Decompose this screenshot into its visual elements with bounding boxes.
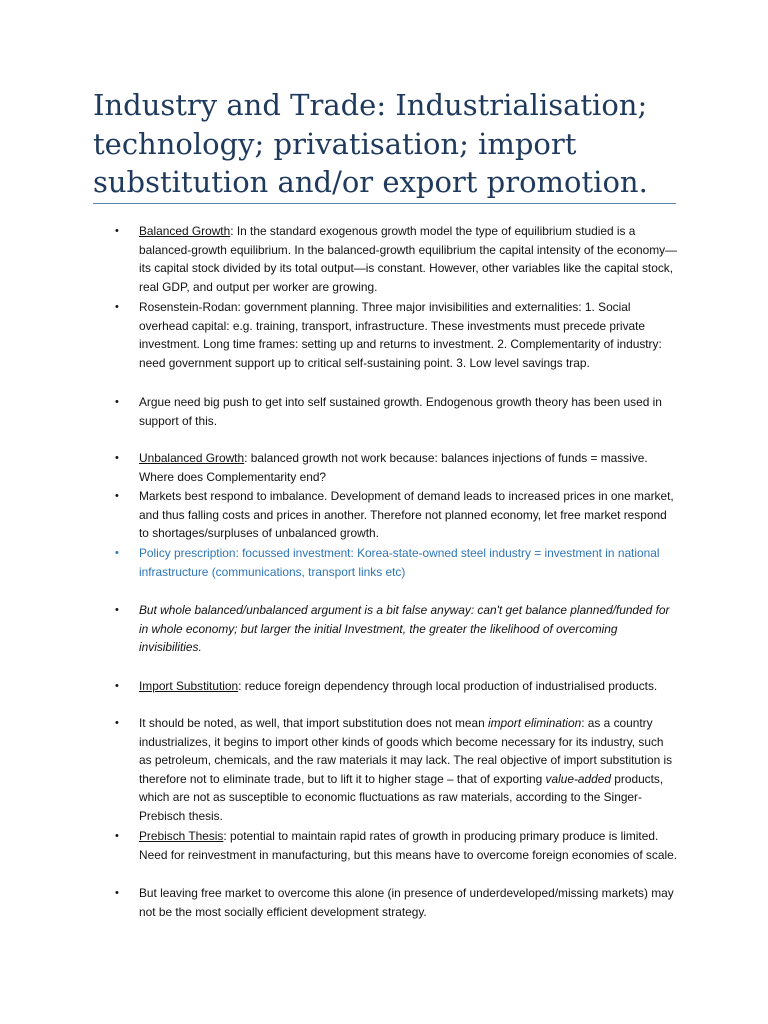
bullet-icon: •: [115, 717, 119, 729]
list-item-import-elimination: • It should be noted, as well, that import substitution does not mean import elimination: as a country industrializes, it begins to import other kinds of goods which become necessary for its industry, such as petroleum, chemicals, and the raw materials it may lack. The real objective of import substitution is therefore not to eliminate trade, but to lift it to higher stage – that of exporting value-added products, which are not as susceptible to economic fluctuations as raw materials, according to the Singer-Prebisch thesis.: [115, 716, 673, 823]
list-item-prebisch-thesis: • Prebisch Thesis: potential to maintain rapid rates of growth in producing primary produce is limited. Need for reinvestment in manufacturing, but this means have to overcome foreign economies of scale.: [115, 829, 677, 862]
term-prebisch-thesis: Prebisch Thesis: [139, 829, 224, 843]
bullet-icon: •: [115, 830, 119, 842]
bullet-icon: •: [115, 396, 119, 408]
list-item-policy-prescription: • Policy prescription: focussed investment: Korea-state-owned steel industry = investment in national infrastructure (communications, transport links etc): [115, 546, 660, 579]
bullet-icon: •: [115, 604, 119, 616]
list-item-rosenstein-rodan: • Rosenstein-Rodan: government planning. Three major invisibilities and externalities: 1. Social overhead capital: e.g. training, transport, infrastructure. These investments must precede private investment. Long time frames: setting up and returns to investment. 2. Complementarity of industry: need government support up to critical self-sustaining point. 3. Low level savings trap.: [115, 300, 662, 370]
title-divider: [93, 203, 676, 204]
bullet-icon: •: [115, 301, 119, 313]
term-unbalanced-growth: Unbalanced Growth: [139, 451, 245, 465]
list-item-free-market: • But leaving free market to overcome this alone (in presence of underdeveloped/missing markets) may not be the most socially efficient development strategy.: [115, 886, 674, 919]
bullet-icon: •: [115, 225, 119, 237]
list-item-import-substitution: • Import Substitution: reduce foreign dependency through local production of industrialised products.: [139, 677, 679, 696]
term-import-substitution: Import Substitution: [139, 679, 239, 693]
page-title: Industry and Trade: Industrialisation; technology; privatisation; import substitution and/or export promotion.: [93, 88, 648, 199]
bullet-icon: •: [115, 887, 119, 899]
list-item-unbalanced-growth: • Unbalanced Growth: balanced growth not work because: balances injections of funds = massive. Where does Complementarity end?: [115, 451, 648, 484]
list-item-balanced-argument: • But whole balanced/unbalanced argument is a bit false anyway: can't get balance planned/funded for in whole economy; but larger the initial Investment, the greater the likelihood of overcoming invisibilities.: [115, 603, 670, 655]
bullet-icon: •: [115, 452, 119, 464]
term-balanced-growth: Balanced Growth: [139, 224, 231, 238]
bullet-icon: •: [115, 490, 119, 502]
list-item-big-push: • Argue need big push to get into self sustained growth. Endogenous growth theory has been used in support of this.: [115, 395, 662, 428]
bullet-icon: •: [115, 680, 119, 692]
list-item-markets-imbalance: • Markets best respond to imbalance. Development of demand leads to increased prices in one market, and thus falling costs and prices in another. Therefore not planned economy, let free market respond to shortages/surpluses of unbalanced growth.: [115, 489, 674, 541]
bullet-icon: •: [115, 547, 119, 559]
list-item-balanced-growth: • Balanced Growth: In the standard exogenous growth model the type of equilibrium studied is a balanced-growth equilibrium. In the balanced-growth equilibrium the capital intensity of the economy—its capital stock divided by its total output—is constant. However, other variables like the capital stock, real GDP, and output per worker are growing.: [115, 224, 678, 294]
